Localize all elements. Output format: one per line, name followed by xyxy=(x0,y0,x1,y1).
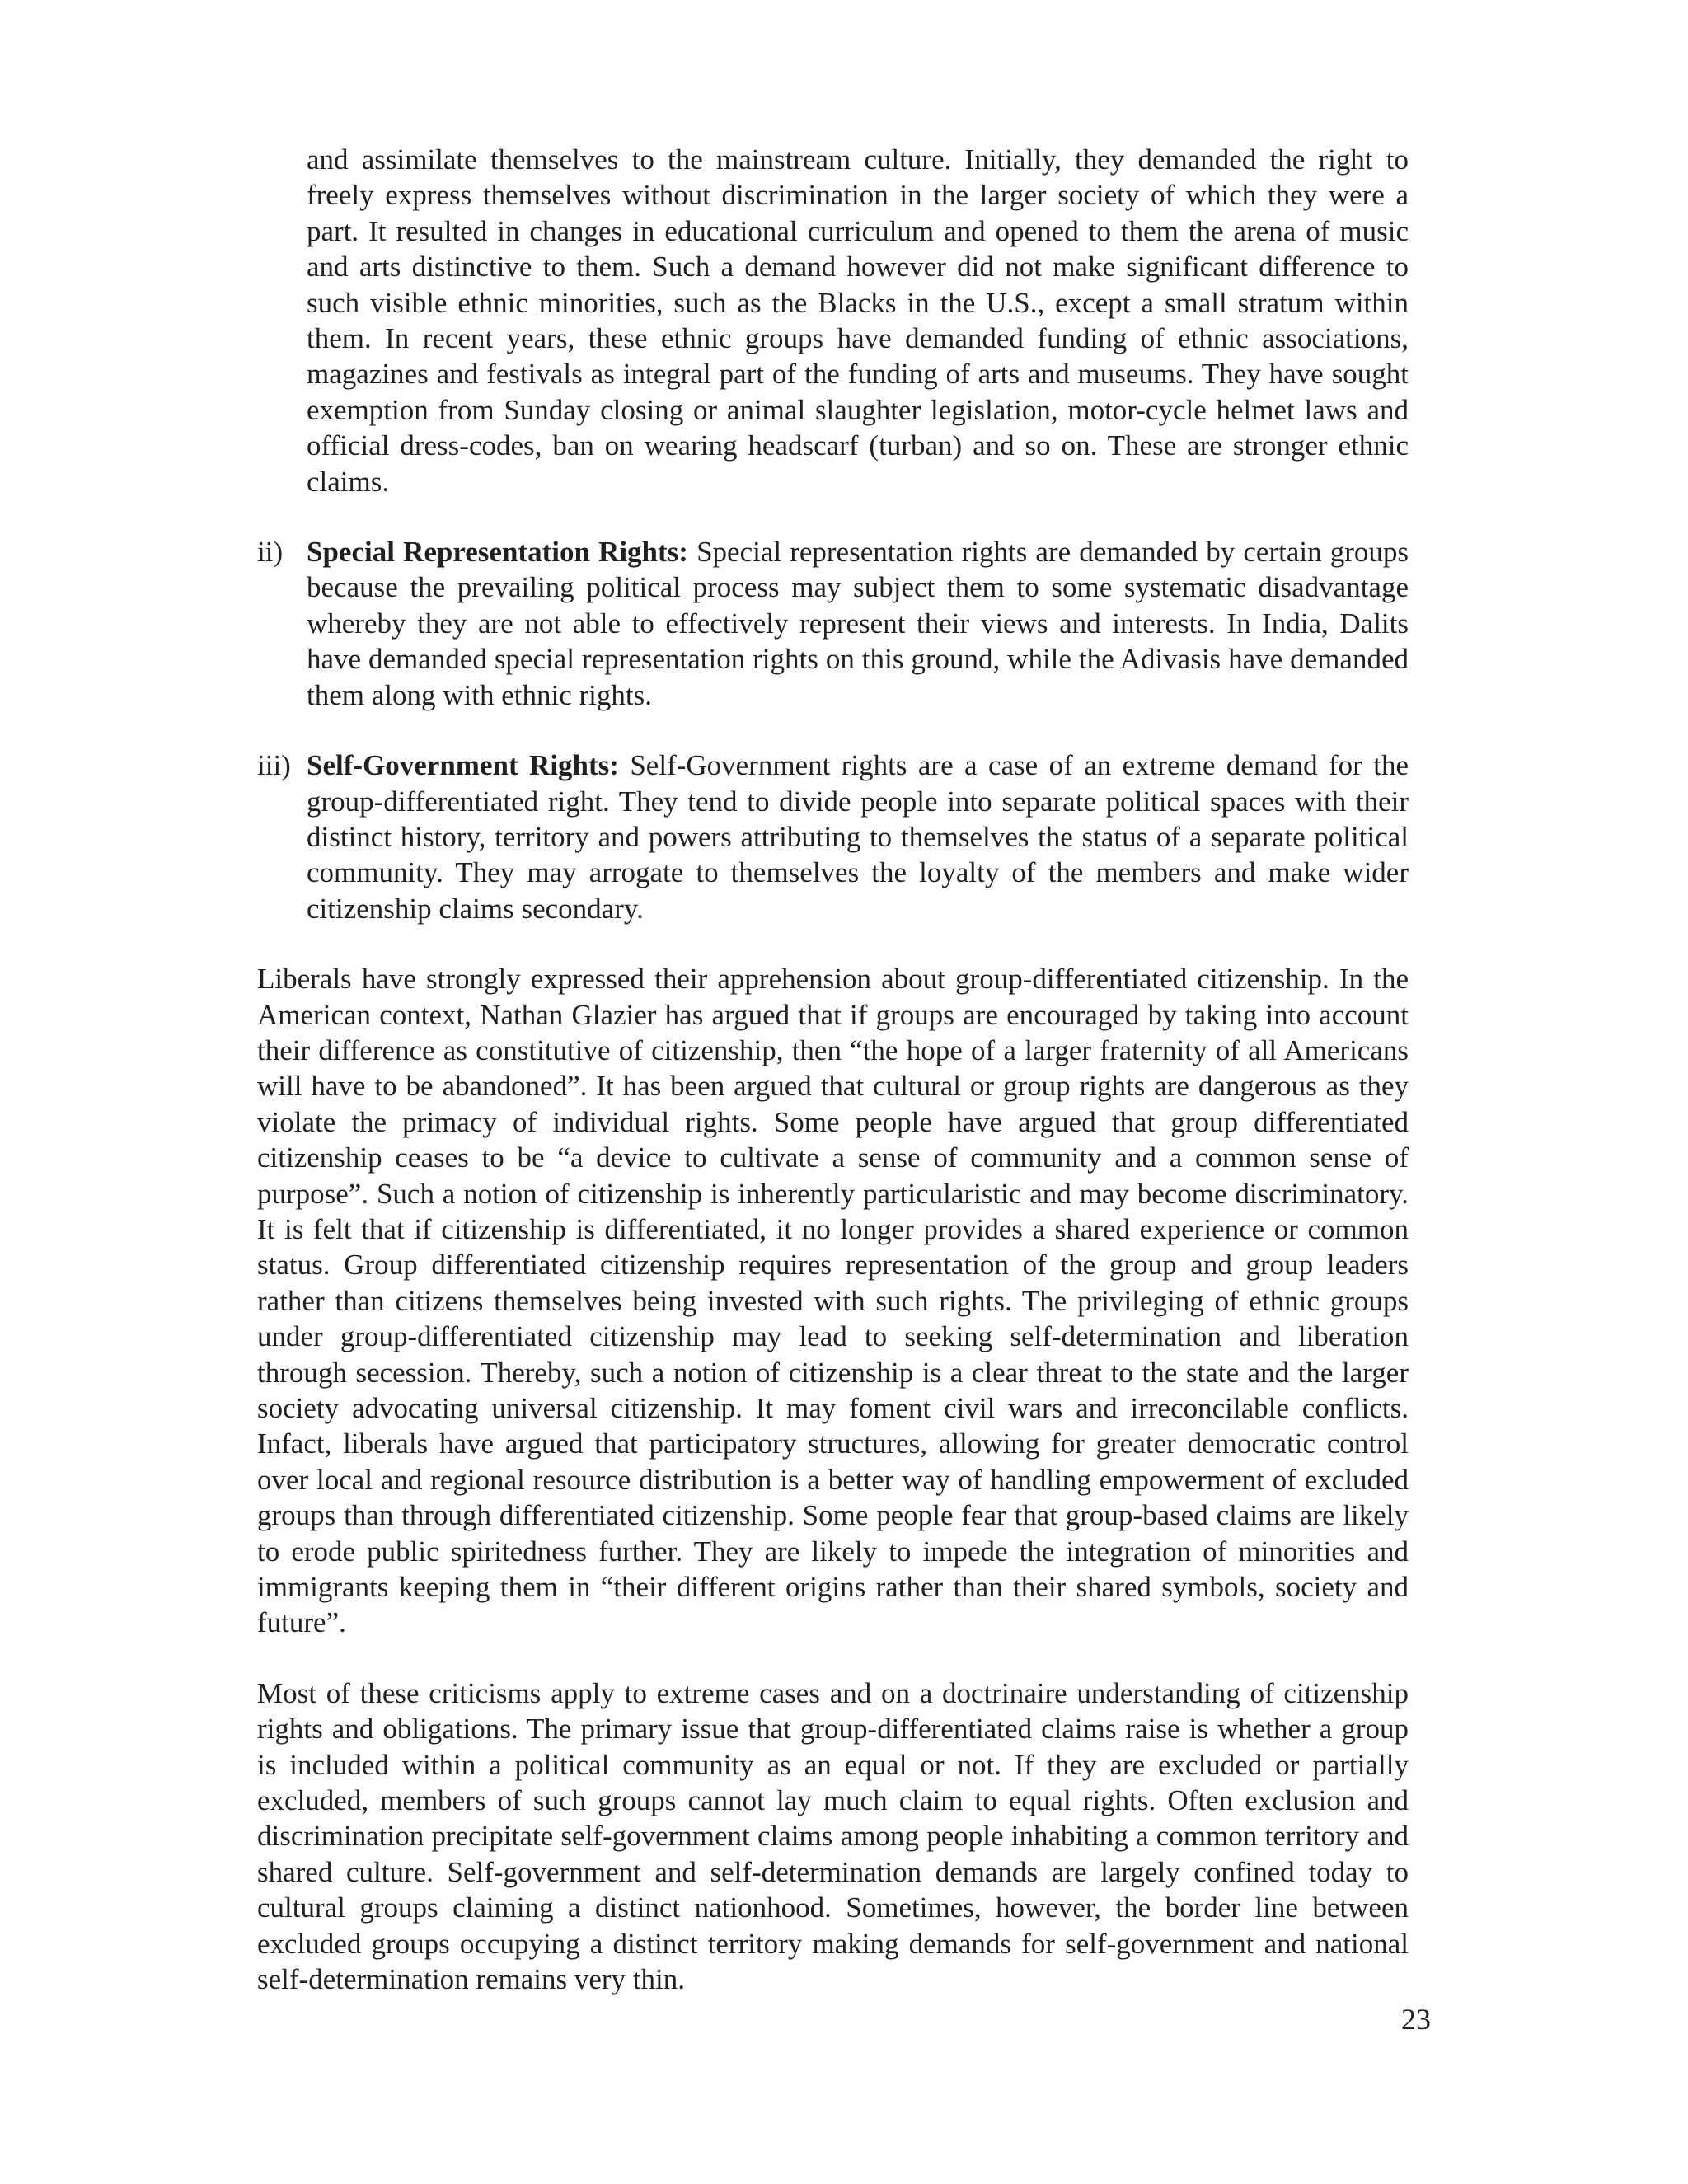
list-item-special-representation xyxy=(257,534,1409,713)
list-item-number: iii) xyxy=(257,749,291,782)
page-body xyxy=(257,142,1409,1998)
list-item-heading: Self-Government Rights: xyxy=(307,749,619,782)
list-item-number: ii) xyxy=(257,536,284,569)
body-paragraph-liberals: Liberals have strongly expressed their apprehension about group-differentiated citizenship. In the American context, Nathan Glazier has argued that if groups are encouraged by taking into account their difference as constitutive of citizenship, then “the hope of a larger fraternity of all Americans will have to be abandoned”. It has been argued that cultural or group rights are dangerous as they violate the primacy of individual rights. Some people have argued that group differentiated citizenship ceases to be “a device to cultivate a sense of community and a common sense of purpose”. Such a notion of citizenship is inherently particularistic and may become discriminatory. It is felt that if citizenship is differentiated, it no longer provides a shared experience or common status. Group differentiated citizenship requires representation of the group and group leaders rather than citizens themselves being invested with such rights. The privileging of ethnic groups under group-differentiated citizenship may lead to seeking self-determination and liberation through secession. Thereby, such a notion of citizenship is a clear threat to the state and the larger society advocating universal citizenship. It may foment civil wars and irreconcilable conflicts. Infact, liberals have argued that participatory structures, allowing for greater democratic control over local and regional resource distribution is a better way of handling empowerment of excluded groups than through differentiated citizenship. Some people fear that group-based claims are likely to erode public spiritedness further. They are likely to impede the integration of minorities and immigrants keeping them in “their different origins rather than their shared symbols, society and future”. xyxy=(257,963,1409,1639)
list-item-self-government xyxy=(257,748,1409,926)
list-item-text xyxy=(307,534,1409,713)
list-item-text xyxy=(307,748,1409,926)
list-item-body: Self-Government rights are a case of an extreme demand for the group-differentiated right. They tend to divide people into separate political spaces with their distinct history, territory and powers attributing to themselves the status of a separate political community. They may arrogate to themselves the loyalty of the members and make wider citizenship claims secondary. xyxy=(307,749,1409,925)
list-item-body: Special representation rights are demanded by certain groups because the prevailing political process may subject them to some systematic disadvantage whereby they are not able to effectively represent their views and interests. In India, Dalits have demanded special representation rights on this ground, while the Adivasis have demanded them along with ethnic rights. xyxy=(307,536,1409,711)
continuation-paragraph: and assimilate themselves to the mainstream culture. Initially, they demanded the right to freely express themselves without discrimination in the larger society of which they were a part. It resulted in changes in educational curriculum and opened to them the arena of music and arts distinctive to them. Such a demand however did not make significant difference to such visible ethnic minorities, such as the Blacks in the U.S., except a small stratum within them. In recent years, these ethnic groups have demanded funding of ethnic associations, magazines and festivals as integral part of the funding of arts and museums. They have sought exemption from Sunday closing or animal slaughter legislation, motor-cycle helmet laws and official dress-codes, ban on wearing headscarf (turban) and so on. These are stronger ethnic claims. xyxy=(307,143,1409,498)
list-item-heading: Special Representation Rights: xyxy=(307,536,688,569)
page-number: 23 xyxy=(1401,2003,1431,2036)
body-paragraph-criticisms: Most of these criticisms apply to extreme cases and on a doctrinaire understanding of citizenship rights and obligations. The primary issue that group-differentiated claims raise is whether a group is included within a political community as an equal or not. If they are excluded or partially excluded, members of such groups cannot lay much claim to equal rights. Often exclusion and discrimination precipitate self-government claims among people inhabiting a common territory and shared culture. Self-government and self-determination demands are largely confined today to cultural groups claiming a distinct nationhood. Sometimes, however, the border line between excluded groups occupying a distinct territory making demands for self-government and national self-determination remains very thin. xyxy=(257,1676,1409,1996)
